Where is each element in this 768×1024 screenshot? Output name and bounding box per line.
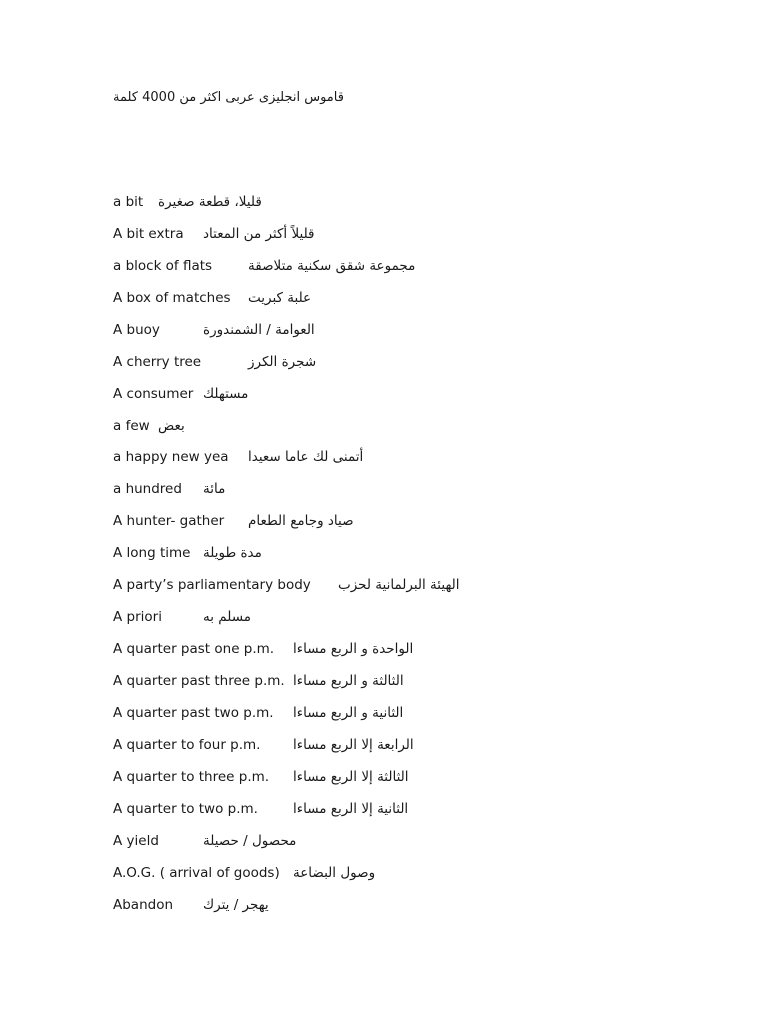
entry-arabic: الثانية و الربع مساءا [293, 704, 404, 721]
dictionary-entry [113, 282, 733, 314]
entry-english: a few [113, 417, 150, 434]
dictionary-entry [113, 218, 733, 250]
entry-arabic: الثالثة إلا الربع مساءا [293, 768, 409, 785]
dictionary-entry [113, 601, 733, 633]
entry-arabic: قليلاً أكثر من المعتاد [203, 225, 315, 242]
dictionary-entry [113, 410, 733, 442]
dictionary-entry [113, 569, 733, 601]
entry-english: A quarter to three p.m. [113, 768, 270, 785]
dictionary-entry [113, 665, 733, 697]
dictionary-entry [113, 761, 733, 793]
dictionary-entry [113, 378, 733, 410]
dictionary-entry [113, 697, 733, 729]
dictionary-entry [113, 250, 733, 282]
entry-arabic: علبة كبريت [248, 289, 312, 306]
entry-english: A quarter to four p.m. [113, 736, 261, 753]
entry-english: A party’s parliamentary body [113, 577, 311, 594]
dictionary-entry-list [113, 186, 733, 921]
entry-english: Abandon [113, 896, 174, 913]
entry-arabic: الواحدة و الربع مساءا [293, 641, 414, 658]
entry-english: A quarter past three p.m. [113, 673, 285, 690]
entry-arabic: شجرة الكرز [248, 353, 317, 370]
entry-english: A.O.G. ( arrival of goods) [113, 864, 280, 881]
entry-arabic: مسلم به [203, 609, 252, 626]
entry-english: A yield [113, 832, 159, 849]
entry-english: A box of matches [113, 289, 231, 306]
dictionary-entry [113, 314, 733, 346]
dictionary-entry [113, 633, 733, 665]
entry-arabic: يهجر / يترك [203, 896, 269, 913]
entry-arabic: العوامة / الشمندورة [203, 321, 315, 338]
entry-arabic: مائة [203, 481, 226, 498]
dictionary-entry [113, 857, 733, 889]
dictionary-entry [113, 889, 733, 921]
entry-english: A quarter past one p.m. [113, 641, 275, 658]
entry-arabic: الثانية إلا الربع مساءا [293, 800, 409, 817]
dictionary-entry [113, 729, 733, 761]
entry-english: A quarter to two p.m. [113, 800, 258, 817]
entry-english: A quarter past two p.m. [113, 704, 274, 721]
entry-english: A cherry tree [113, 353, 202, 370]
entry-english: A long time [113, 545, 191, 562]
entry-arabic: محصول / حصيلة [203, 832, 297, 849]
entry-english: a block of flats [113, 257, 213, 274]
dictionary-entry [113, 442, 733, 474]
document-title: قاموس انجليزى عربى اكثر من 4000 كلمة [113, 90, 344, 105]
entry-english: A bit extra [113, 225, 184, 242]
dictionary-entry [113, 473, 733, 505]
entry-english: a happy new yea [113, 449, 229, 466]
dictionary-entry [113, 537, 733, 569]
dictionary-entry [113, 793, 733, 825]
entry-english: A consumer [113, 385, 194, 402]
entry-arabic: الثالثة و الربع مساءا [293, 673, 404, 690]
entry-english: A buoy [113, 321, 160, 338]
dictionary-entry [113, 825, 733, 857]
entry-arabic: الرابعة إلا الربع مساءا [293, 736, 414, 753]
entry-arabic: بعض [158, 417, 185, 434]
entry-arabic: أتمنى لك عاما سعيدا [248, 449, 364, 466]
entry-english: a hundred [113, 481, 182, 498]
entry-arabic: وصول البضاعة [293, 864, 376, 881]
entry-arabic: مستهلك [203, 385, 249, 402]
dictionary-entry [113, 186, 733, 218]
entry-arabic: الهيئة البرلمانية لحزب [338, 577, 460, 594]
entry-english: A hunter- gather [113, 513, 225, 530]
entry-arabic: صياد وجامع الطعام [248, 513, 354, 530]
dictionary-entry [113, 346, 733, 378]
entry-english: a bit [113, 193, 144, 210]
entry-arabic: قليلا، قطعة صغيرة [158, 193, 262, 210]
entry-arabic: مجموعة شقق سكنية متلاصقة [248, 257, 416, 274]
entry-arabic: مدة طويلة [203, 545, 262, 562]
dictionary-entry [113, 505, 733, 537]
entry-english: A priori [113, 609, 162, 626]
